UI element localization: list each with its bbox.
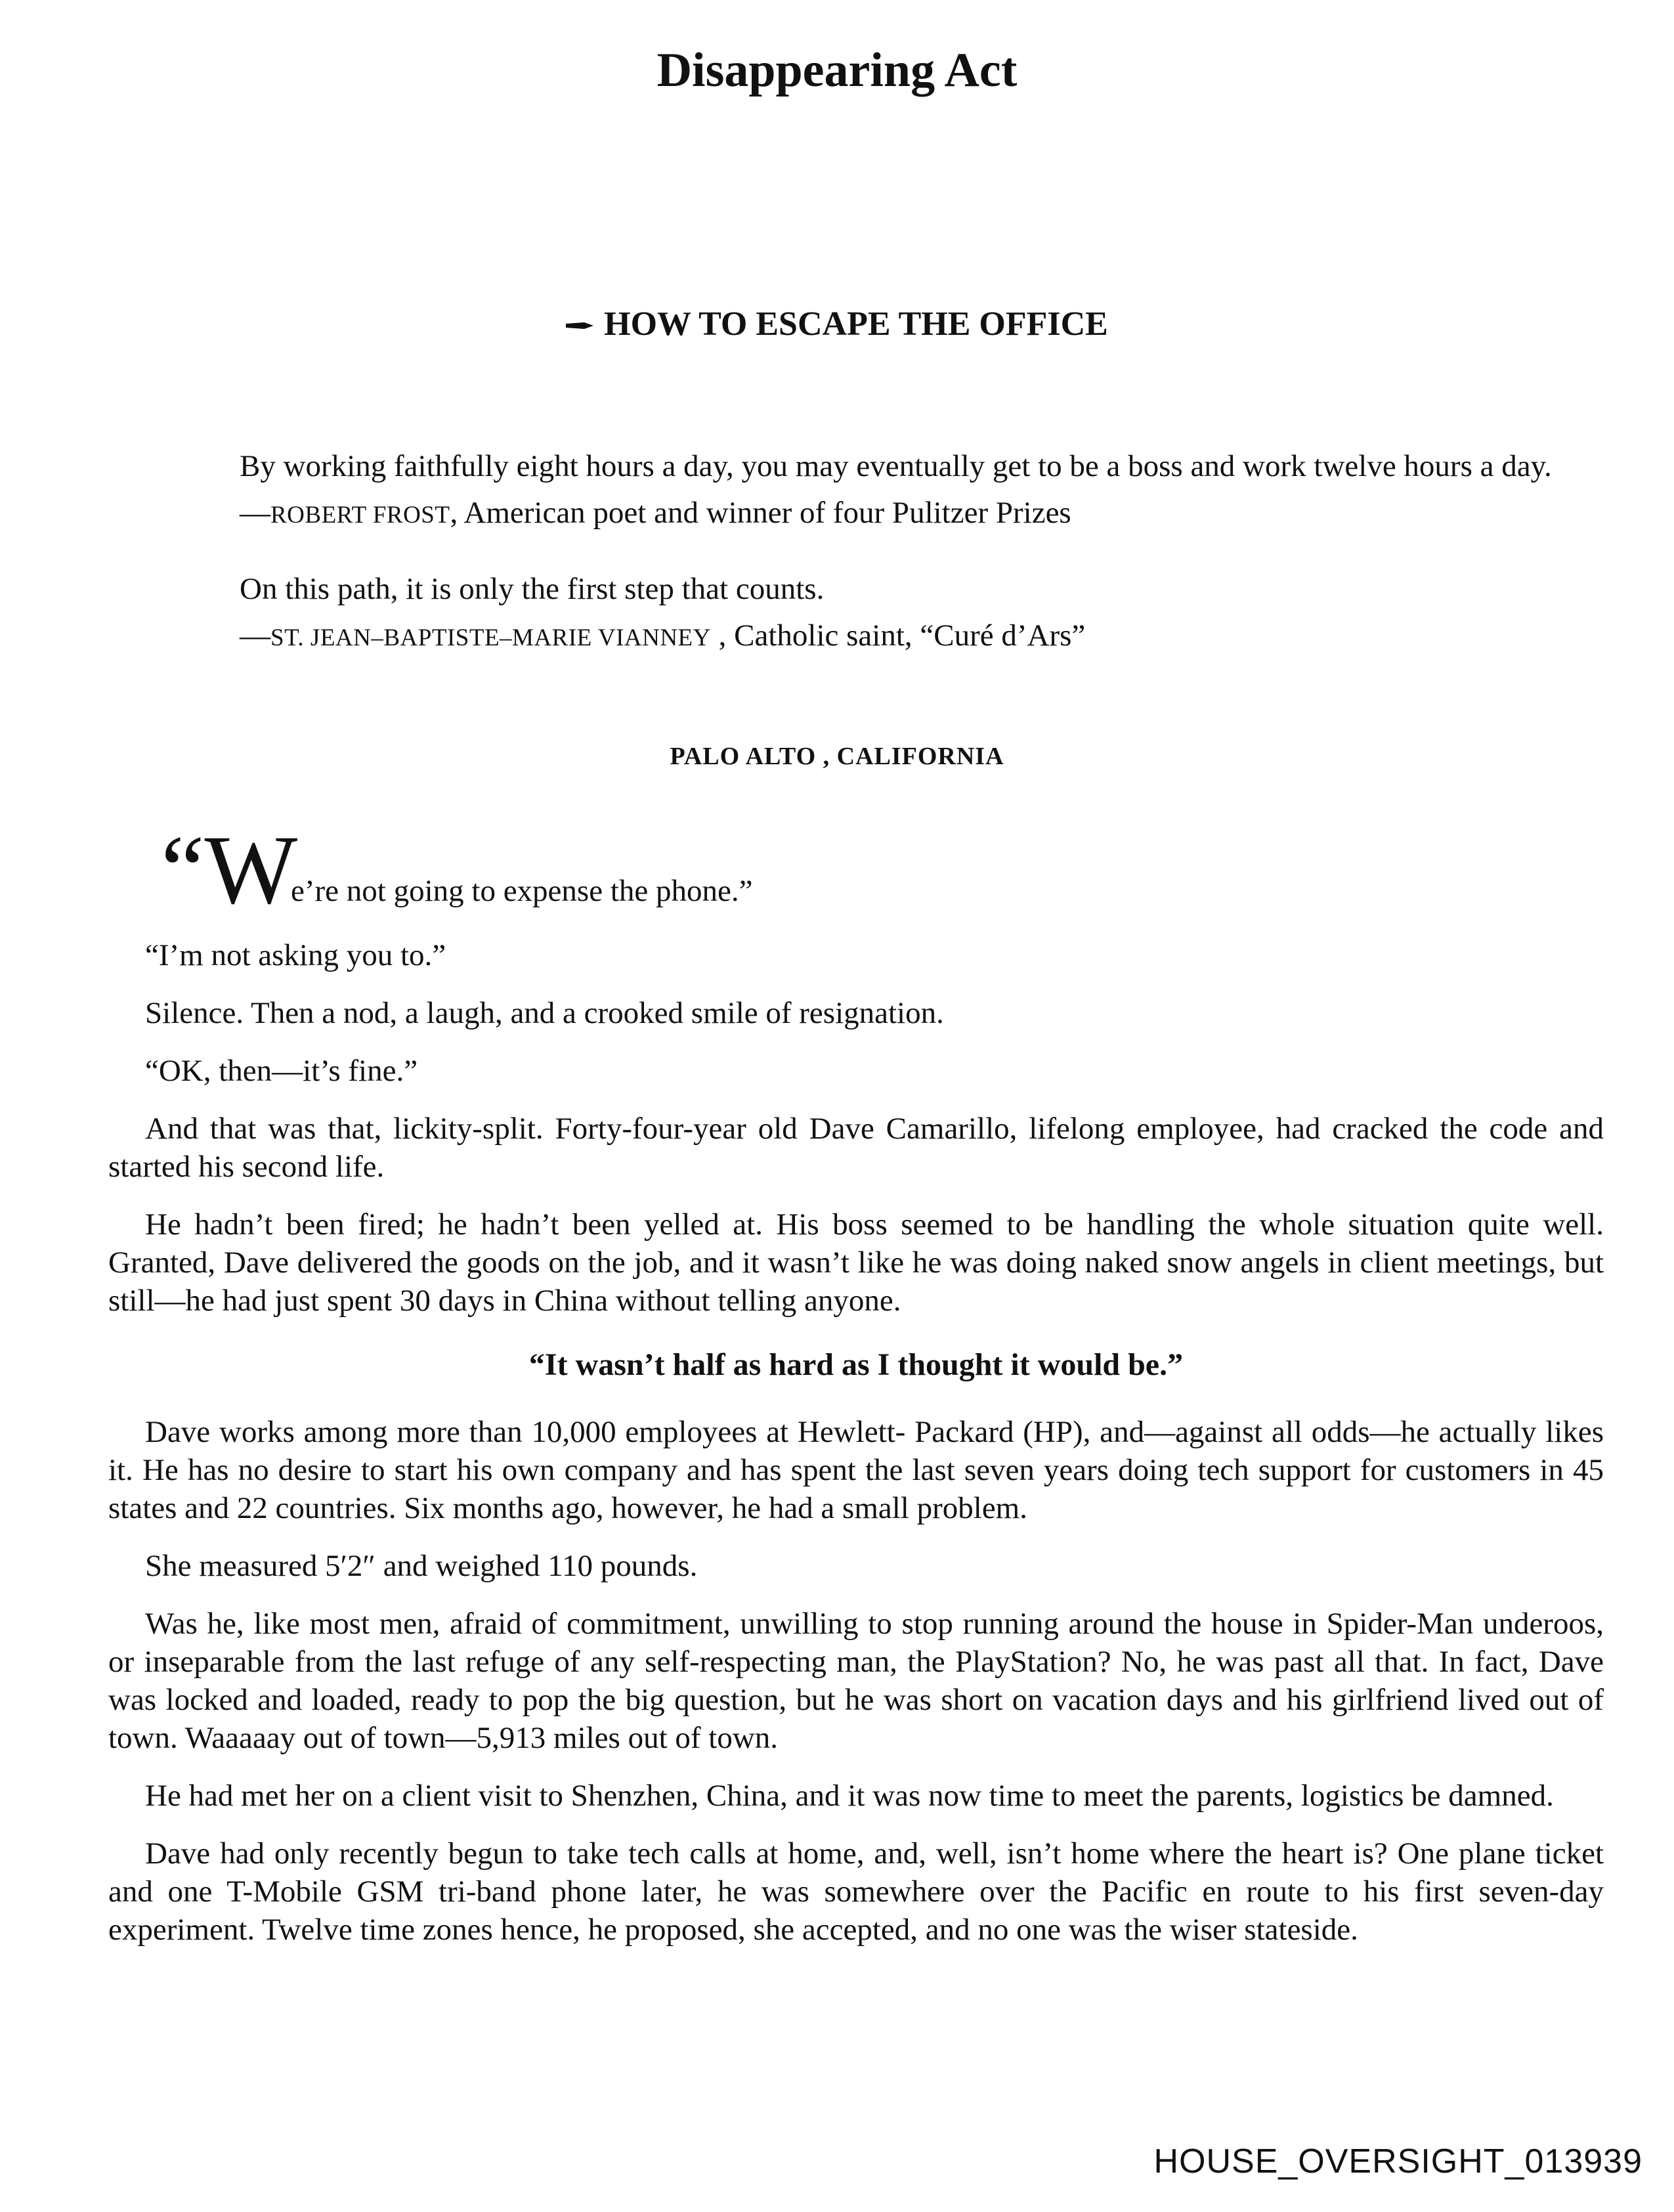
epigraph-quote: By working faithfully eight hours a day, you may eventually get to be a boss and work twelve hours a day. bbox=[240, 449, 1552, 483]
paragraph: And that was that, lickity-split. Forty-four-year old Dave Camarillo, lifelong employee, had cracked the code and started his second life. bbox=[108, 1112, 1604, 1184]
paragraph: She measured 5′2″ and weighed 110 pounds. bbox=[145, 1549, 698, 1583]
body-text bbox=[108, 815, 1604, 1968]
opening-line bbox=[108, 815, 1604, 924]
paragraph: “I’m not asking you to.” bbox=[145, 938, 446, 972]
section-heading bbox=[0, 307, 1674, 341]
drop-cap: “W bbox=[161, 815, 298, 924]
epigraphs bbox=[240, 446, 1604, 658]
epigraph-author-description: , American poet and winner of four Pulitzer Prizes bbox=[450, 496, 1071, 530]
epigraph-quote: On this path, it is only the first step that counts. bbox=[240, 572, 825, 606]
attribution-dash: — bbox=[240, 496, 270, 530]
dateline: PALO ALTO , CALIFORNIA bbox=[670, 743, 1004, 770]
paragraph: He had met her on a client visit to Shenzhen, China, and it was now time to meet the parents, logistics be damned. bbox=[145, 1779, 1554, 1813]
epigraph-author-description: , Catholic saint, “Curé d’Ars” bbox=[710, 618, 1086, 653]
paragraph: He hadn’t been fired; he hadn’t been yelled at. His boss seemed to be handling the whole situation quite well. Granted, Dave delivered the goods on the job, and it wasn’t like he was doing naked snow angels in client meetings, but still—he had just spent 30 days in China without telling anyone. bbox=[108, 1207, 1604, 1318]
paragraph: Dave works among more than 10,000 employees at Hewlett- Packard (HP), and—against all odds—he actually likes it. He has no desire to start his own company and has spent the last seven years doing tech support for customers in 45 states and 22 countries. Six months ago, however, he had a small problem. bbox=[108, 1415, 1604, 1525]
paragraph: Dave had only recently begun to take tech calls at home, and, well, isn’t home where the heart is? One plane ticket and one T-Mobile GSM tri-band phone later, he was somewhere over the Pacific en route to his first seven-day experiment. Twelve time zones hence, he proposed, she accepted, and no one was the wiser stateside. bbox=[108, 1836, 1604, 1947]
opening-line-text: e’re not going to expense the phone.” bbox=[291, 874, 753, 908]
bates-number: HOUSE_OVERSIGHT_013939 bbox=[1153, 2142, 1642, 2180]
chapter-title: Disappearing Act bbox=[656, 43, 1018, 97]
paragraph: Was he, like most men, afraid of commitment, unwilling to stop running around the house in Spider-Man underoos, or inseparable from the last refuge of any self-respecting man, the PlayStation? No, he was past all that. In fact, Dave was locked and loaded, ready to pop the big question, but he was short on vacation days and his girlfriend lived out of town. Waaaaay out of town—5,913 miles out of town. bbox=[108, 1607, 1604, 1755]
paragraph: Silence. Then a nod, a laugh, and a crooked smile of resignation. bbox=[145, 996, 944, 1030]
section-heading-text: HOW TO ESCAPE THE OFFICE bbox=[604, 305, 1108, 343]
epigraph-attribution bbox=[240, 616, 1604, 658]
epigraph-author: ST. JEAN–BAPTISTE–MARIE VIANNEY bbox=[270, 624, 711, 651]
attribution-dash: — bbox=[240, 618, 270, 653]
epigraph-author: ROBERT FROST bbox=[270, 502, 450, 529]
pull-quote: “It wasn’t half as hard as I thought it would be.” bbox=[528, 1347, 1184, 1382]
epigraph-attribution bbox=[240, 493, 1604, 535]
pointer-arrow-icon bbox=[566, 321, 593, 330]
paragraph: “OK, then—it’s fine.” bbox=[145, 1054, 418, 1088]
